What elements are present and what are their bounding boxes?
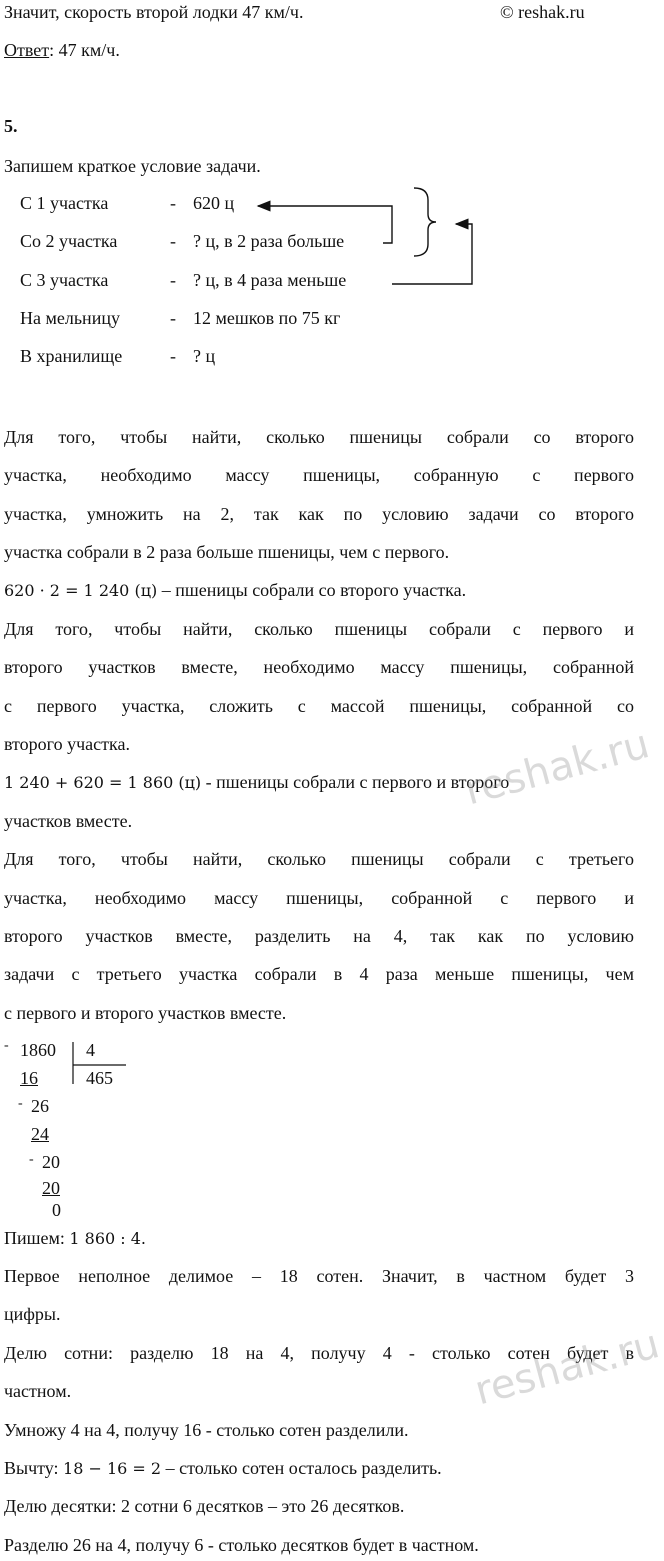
condition-label: На мельницу (20, 308, 120, 328)
quotient: 465 (86, 1068, 113, 1088)
watermark-reshak: reshak.ru (460, 721, 655, 815)
condition-value: ? ц, в 2 раза больше (193, 231, 345, 251)
watermark-reshak: reshak.ru (470, 1321, 664, 1415)
paragraph-line: задачи с третьего участка собрали в 4 раза меньше пшеницы, чем (4, 964, 634, 984)
write-line (4, 1228, 146, 1249)
condition-dash: - (170, 193, 176, 213)
paragraph-line: Для того, чтобы найти, сколько пшеницы собрали с первого и (4, 619, 634, 639)
paragraph-line: Делю сотни: разделю 18 на 4, получу 4 - столько сотен будет в (4, 1343, 634, 1363)
division-step: 26 (31, 1096, 49, 1116)
subtract-text: – столько сотен осталось разделить. (161, 1458, 442, 1478)
equation-line (4, 580, 466, 601)
subtract-label: Вычту: (4, 1458, 59, 1478)
condition-label: С 3 участка (20, 270, 109, 290)
subtract-line (4, 1458, 442, 1479)
condition-label: В хранилище (20, 346, 123, 366)
divisor: 4 (86, 1040, 95, 1060)
arrow-from-plot3 (392, 224, 472, 284)
paragraph-line: второго участка. (4, 734, 130, 754)
equation-text: – пшеницы собрали со второго участка. (157, 580, 467, 600)
equation-text: - пшеницы собрали с первого и второго (201, 772, 510, 792)
write-label: Пишем: (4, 1228, 65, 1248)
division-step: 24 (31, 1124, 49, 1144)
top-line: Значит, скорость второй лодки 47 км/ч. (4, 2, 304, 22)
write-expr: 1 860 : 4. (69, 1229, 147, 1248)
paragraph-line: Первое неполное делимое – 18 сотен. Значит, в частном будет 3 (4, 1266, 634, 1286)
conditions-arrows (0, 0, 638, 400)
paragraph-line: Для того, чтобы найти, сколько пшеницы собрали с третьего (4, 849, 634, 869)
task-number: 5. (4, 116, 18, 136)
condition-dash: - (170, 346, 176, 366)
paragraph-line: Для того, чтобы найти, сколько пшеницы собрали со второго (4, 427, 634, 447)
subtract-expr: 18 − 16 = 2 (63, 1459, 162, 1478)
dividend: 1860 (20, 1040, 56, 1060)
paragraph-line: с первого участка, сложить с массой пшеницы, собранной со (4, 696, 634, 716)
paragraph-line: участка, умножить на 2, так как по условию задачи со второго (4, 504, 634, 524)
equation-expr: 1 240 + 620 = 1 860 (ц) (4, 773, 202, 792)
paragraph-line: Разделю 26 на 4, получу 6 - столько десятков будет в частном. (4, 1535, 479, 1555)
answer-label: Ответ (4, 40, 50, 60)
paragraph-line: частном. (4, 1381, 72, 1401)
condition-value: 12 мешков по 75 кг (193, 308, 341, 328)
division-step: 0 (52, 1200, 61, 1220)
condition-dash: - (170, 308, 176, 328)
answer-value: : 47 км/ч. (49, 40, 120, 60)
paragraph-line: участков вместе. (4, 811, 133, 831)
condition-value: ? ц (193, 346, 216, 366)
minus-sign: - (4, 1038, 9, 1053)
minus-sign: - (18, 1096, 23, 1111)
condition-dash: - (170, 270, 176, 290)
paragraph-line: второго участков вместе, необходимо массу пшеницы, собранной (4, 657, 634, 677)
equation-expr: 620 · 2 = 1 240 (ц) (4, 581, 158, 600)
equation-line (4, 772, 509, 793)
paragraph-line: участка собрали в 2 раза больше пшеницы, чем с первого. (4, 542, 450, 562)
task-intro: Запишем краткое условие задачи. (4, 156, 261, 176)
division-step: 16 (20, 1068, 38, 1088)
arrow-from-plot2 (258, 206, 392, 243)
condition-value: ? ц, в 4 раза меньше (193, 270, 347, 290)
division-step: 20 (42, 1152, 60, 1172)
brace-icon (414, 188, 436, 256)
paragraph-line: цифры. (4, 1304, 61, 1324)
paragraph-line: с первого и второго участков вместе. (4, 1003, 287, 1023)
condition-value: 620 ц (193, 193, 235, 213)
condition-label: Со 2 участка (20, 231, 118, 251)
paragraph-line: участка, необходимо массу пшеницы, собранную с первого (4, 465, 634, 485)
paragraph-line: Делю десятки: 2 сотни 6 десятков – это 26 десятков. (4, 1496, 405, 1516)
paragraph-line: второго участков вместе, разделить на 4, так как по условию (4, 926, 634, 946)
brand-label: © reshak.ru (500, 2, 585, 22)
division-bracket (70, 1040, 130, 1090)
paragraph-line: Умножу 4 на 4, получу 16 - столько сотен разделили. (4, 1420, 409, 1440)
condition-dash: - (170, 231, 176, 251)
paragraph-line: участка, необходимо массу пшеницы, собранной с первого и (4, 888, 634, 908)
minus-sign: - (29, 1152, 34, 1167)
condition-label: С 1 участка (20, 193, 109, 213)
division-step: 20 (42, 1178, 60, 1198)
